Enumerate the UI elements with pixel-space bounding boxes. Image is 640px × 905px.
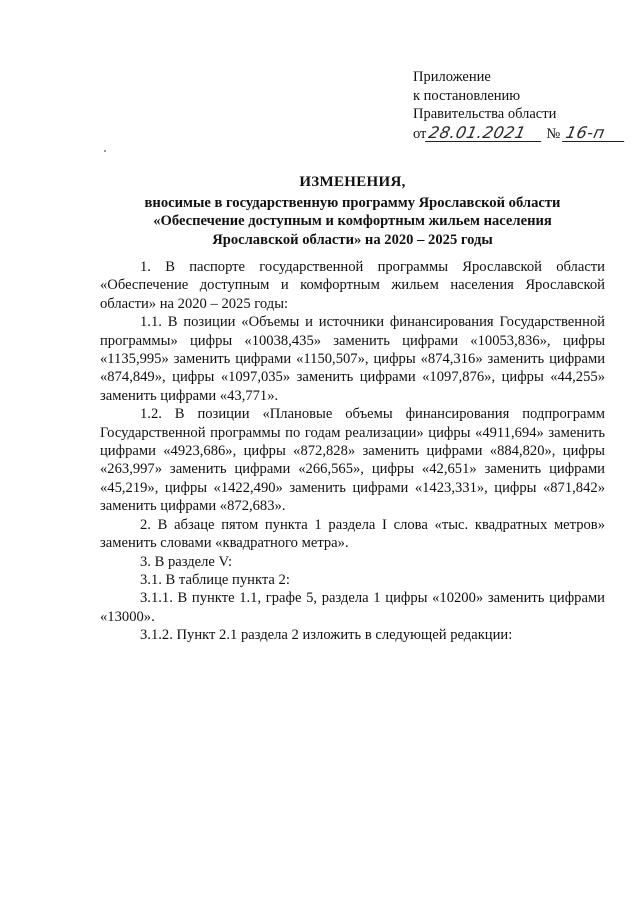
title-line-3: Ярославской области» на 2020 – 2025 годы	[212, 231, 493, 248]
scan-speck	[104, 150, 106, 152]
paragraph-3-1-1: 3.1.1. В пункте 1.1, графе 5, раздела 1 цифры «10200» заменить цифрами «13000».	[100, 590, 605, 625]
handwritten-number: 16-п	[562, 124, 628, 142]
paragraph-1-1: 1.1. В позиции «Объемы и источники финансирования Государственной программы» цифры «10038,435» заменить цифрами «10053,836», цифры «1135,995» заменить цифрами «1150,507», цифры «874,316» заменить цифрами «874,849», цифры «1097,035» заменить цифрами «1097,876», цифры «44,255» заменить цифрами «43,771».	[100, 314, 605, 404]
paragraph-1-2: 1.2. В позиции «Плановые объемы финансирования подпрограмм Государственной программы по годам реализации» цифры «4911,694» заменить цифрами «4923,686», цифры «872,828» заменить цифрами «884,820», цифры «263,997» заменить цифрами «266,565», цифры «42,651» заменить цифрами «45,219», цифры «1422,490» заменить цифрами «1423,331», цифры «871,842» заменить цифрами «872,683».	[100, 406, 605, 515]
handwritten-date: 28.01.2021	[425, 124, 545, 142]
paragraph-2: 2. В абзаце пятом пункта 1 раздела I слова «тыс. квадратных метров» заменить словами «квадратного метра».	[100, 516, 605, 552]
document-body	[100, 258, 605, 645]
title-line-1: вносимые в государственную программу Ярославской области	[144, 194, 561, 211]
title-line-2: «Обеспечение доступным и комфортным жильем населения	[153, 213, 552, 230]
appendix-line-1: Приложение	[413, 69, 491, 85]
number-label: №	[546, 125, 561, 142]
appendix-line-3: Правительства области	[413, 106, 557, 122]
document-title	[100, 173, 605, 249]
paragraph-3-1-2: 3.1.2. Пункт 2.1 раздела 2 изложить в следующей редакции:	[140, 627, 513, 644]
title-heading: ИЗМЕНЕНИЯ,	[299, 174, 406, 190]
appendix-line-2: к постановлению	[413, 87, 521, 104]
paragraph-3: 3. В разделе V:	[140, 553, 233, 570]
paragraph-1: 1. В паспорте государственной программы Ярославской области «Обеспечение доступным и комфортным жильем населения Ярославской области» на 2020 – 2025 годы:	[100, 259, 605, 312]
appendix-block	[413, 68, 626, 143]
appendix-date-line	[413, 124, 626, 144]
from-label: от	[413, 125, 427, 142]
paragraph-3-1: 3.1. В таблице пункта 2:	[140, 571, 290, 588]
